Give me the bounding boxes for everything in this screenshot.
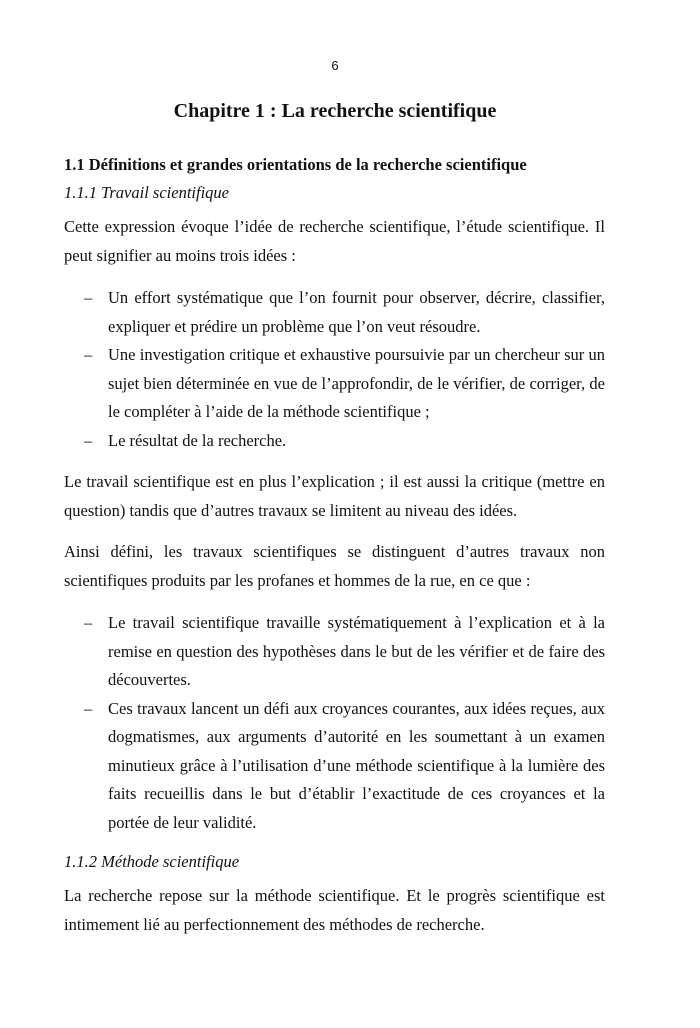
list-item bbox=[64, 695, 605, 838]
subsection-heading-methode: 1.1.2 Méthode scientifique bbox=[64, 852, 240, 871]
dash-bullet-icon: – bbox=[84, 430, 93, 450]
section-heading: 1.1 Définitions et grandes orientations de la recherche scientifique bbox=[64, 155, 527, 174]
list-item bbox=[64, 341, 605, 427]
dash-bullet-icon: – bbox=[84, 345, 93, 364]
page-number: 6 bbox=[331, 58, 339, 73]
dash-bullet-icon: – bbox=[84, 288, 93, 307]
paragraph-explication: Le travail scientifique est en plus l’explication ; il est aussi la critique (mettre en question) tandis que d’autres travaux se limitent au niveau des idées. bbox=[64, 472, 605, 520]
list-item-text: Une investigation critique et exhaustive poursuivie par un chercheur sur un sujet bien déterminée en vue de l’approfondir, de le vérifier, de corriger, de le compléter à l’aide de la méthode scientifique ; bbox=[108, 345, 605, 421]
list-item bbox=[64, 427, 605, 456]
list-item bbox=[64, 609, 605, 695]
distinction-list bbox=[64, 609, 605, 837]
paragraph-ainsi-defini: Ainsi défini, les travaux scientifiques se distinguent d’autres travaux non scientifiques produits par les profanes et hommes de la rue, en ce que : bbox=[64, 542, 605, 590]
chapter-title: Chapitre 1 : La recherche scientifique bbox=[173, 100, 497, 122]
intro-paragraph: Cette expression évoque l’idée de recherche scientifique, l’étude scientifique. Il peut signifier au moins trois idées : bbox=[64, 217, 605, 265]
paragraph-methode: La recherche repose sur la méthode scientifique. Et le progrès scientifique est intimement lié au perfectionnement des méthodes de recherche. bbox=[64, 886, 605, 934]
list-item-text: Ces travaux lancent un défi aux croyances courantes, aux idées reçues, aux dogmatismes, aux arguments d’autorité en les soumettant à un examen minutieux grâce à l’utilisation d’une méthode scientifique à la lumière des faits recueillis dans le but d’établir l’exactitude de ces croyances et la portée de leur validité. bbox=[108, 698, 605, 832]
list-item bbox=[64, 284, 605, 341]
list-item-text: Le travail scientifique travaille systématiquement à l’explication et à la remise en question des hypothèses dans le but de les vérifier et de faire des découvertes. bbox=[108, 613, 605, 689]
dash-bullet-icon: – bbox=[84, 613, 93, 632]
dash-bullet-icon: – bbox=[84, 698, 93, 718]
definition-list bbox=[64, 284, 605, 455]
subsection-heading-travail: 1.1.1 Travail scientifique bbox=[64, 183, 229, 202]
list-item-text: Un effort systématique que l’on fournit pour observer, décrire, classifier, expliquer et prédire un problème que l’on veut résoudre. bbox=[108, 288, 605, 336]
document-body bbox=[64, 152, 605, 939]
list-item-text: Le résultat de la recherche. bbox=[108, 430, 287, 450]
